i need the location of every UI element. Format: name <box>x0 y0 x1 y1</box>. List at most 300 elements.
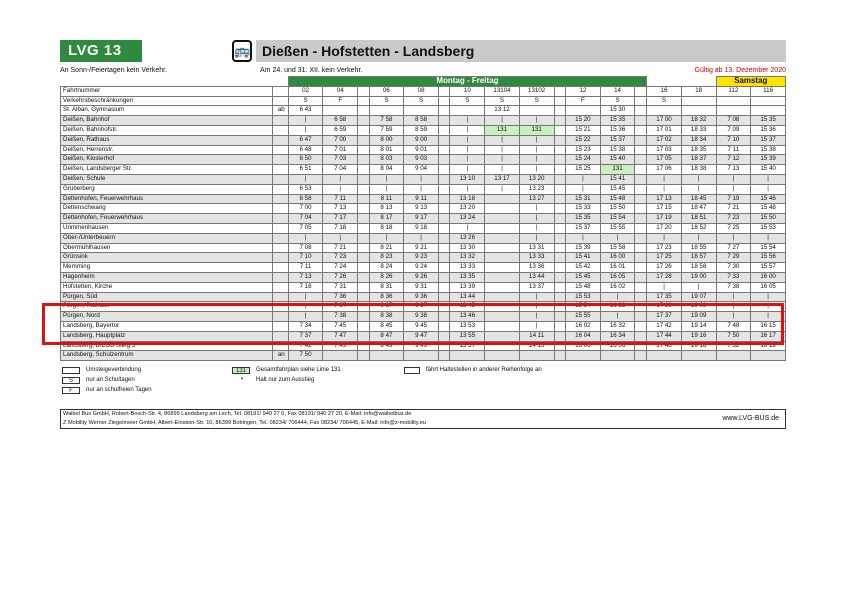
stop-mark <box>272 341 288 351</box>
stop-mark <box>272 165 288 175</box>
departure-time: 6 59 <box>323 125 358 135</box>
departure-time: 8 47 <box>369 331 404 341</box>
restriction <box>554 96 566 106</box>
departure-time: 15 53 <box>566 292 601 302</box>
departure-time: 16 04 <box>566 331 601 341</box>
departure-time: 7 38 <box>323 312 358 322</box>
stop-mark: an <box>272 351 288 361</box>
departure-time: 6 50 <box>288 155 323 165</box>
departure-time: 18 58 <box>681 263 716 273</box>
departure-time <box>554 282 566 292</box>
departure-time <box>358 292 370 302</box>
valid-from: Gültig ab 13. Dezember 2020 <box>694 67 786 74</box>
departure-time <box>554 243 566 253</box>
departure-time: 15 39 <box>751 155 786 165</box>
departure-time: 15 24 <box>566 155 601 165</box>
footer-website: www.LVG-BUS.de <box>722 415 779 423</box>
departure-time: 7 13 <box>716 165 751 175</box>
stop-name: Landsberg, Hauptplatz <box>61 331 273 341</box>
departure-time <box>485 272 520 282</box>
departure-time <box>554 321 566 331</box>
departure-time: 17 20 <box>647 223 682 233</box>
departure-time: | <box>566 233 601 243</box>
stop-name: Deißen, Schule <box>61 174 273 184</box>
departure-time: 13 45 <box>450 302 485 312</box>
departure-time <box>635 233 647 243</box>
departure-time: 7 24 <box>323 263 358 273</box>
departure-time: 13 32 <box>450 253 485 263</box>
mark-cell <box>272 86 288 96</box>
departure-time: 7 34 <box>288 321 323 331</box>
departure-time <box>438 116 450 126</box>
stop-row <box>61 223 786 233</box>
departure-time: | <box>519 204 554 214</box>
departure-time: 7 18 <box>323 223 358 233</box>
trip-number: 116 <box>751 86 786 96</box>
departure-time <box>438 321 450 331</box>
departure-time: 7 03 <box>323 155 358 165</box>
departure-time <box>358 135 370 145</box>
bus-icon: 🚌 <box>232 40 252 62</box>
departure-time: | <box>323 174 358 184</box>
departure-time: 15 35 <box>600 116 635 126</box>
departure-time: 14 11 <box>519 331 554 341</box>
stop-name: Memming <box>61 263 273 273</box>
departure-time: 16 06 <box>566 341 601 351</box>
legend-s-text: nur an Schultagen <box>86 377 135 384</box>
stop-row <box>61 331 786 341</box>
departure-time <box>519 106 554 116</box>
departure-time: 6 51 <box>288 165 323 175</box>
trip-number: 02 <box>288 86 323 96</box>
trip-number: 112 <box>716 86 751 96</box>
departure-time <box>358 272 370 282</box>
departure-time: 15 23 <box>566 145 601 155</box>
departure-time: 15 40 <box>751 165 786 175</box>
departure-time <box>485 263 520 273</box>
departure-time: 17 03 <box>647 145 682 155</box>
departure-time: 7 21 <box>323 243 358 253</box>
departure-time <box>554 214 566 224</box>
departure-time: | <box>450 125 485 135</box>
departure-time: | <box>450 223 485 233</box>
departure-time: | <box>519 145 554 155</box>
departure-time: | <box>647 282 682 292</box>
departure-time: 7 12 <box>716 155 751 165</box>
departure-time <box>404 351 439 361</box>
departure-time: 17 26 <box>647 263 682 273</box>
departure-time: | <box>751 233 786 243</box>
departure-time: 7 37 <box>323 302 358 312</box>
stop-mark <box>272 204 288 214</box>
departure-time: | <box>647 233 682 243</box>
stop-mark <box>272 214 288 224</box>
departure-time: 9 26 <box>404 272 439 282</box>
departure-time: 14 13 <box>519 341 554 351</box>
departure-time: | <box>450 184 485 194</box>
departure-time: 15 33 <box>566 204 601 214</box>
departure-time <box>635 341 647 351</box>
departure-time: 15 56 <box>751 253 786 263</box>
departure-time: 7 49 <box>323 341 358 351</box>
departure-time: 15 31 <box>566 194 601 204</box>
legend-ausstieg: Halt nur zum Ausstieg <box>256 377 315 384</box>
trip-number: 08 <box>404 86 439 96</box>
departure-time <box>566 351 601 361</box>
departure-time: | <box>681 174 716 184</box>
departure-time <box>358 341 370 351</box>
departure-time <box>438 155 450 165</box>
restriction-row <box>61 96 786 106</box>
departure-time <box>751 351 786 361</box>
restriction: S <box>288 96 323 106</box>
departure-time: 8 18 <box>369 223 404 233</box>
departure-time: 15 48 <box>566 282 601 292</box>
restriction: S <box>404 96 439 106</box>
stop-row <box>61 292 786 302</box>
stop-mark <box>272 331 288 341</box>
departure-time: | <box>450 116 485 126</box>
departure-time: 15 50 <box>600 204 635 214</box>
departure-time <box>647 106 682 116</box>
departure-time: 9 36 <box>404 292 439 302</box>
departure-time: 8 59 <box>404 125 439 135</box>
departure-time: 8 24 <box>369 263 404 273</box>
departure-time <box>485 292 520 302</box>
legend-f-box: F <box>62 387 80 394</box>
stop-row <box>61 312 786 322</box>
departure-time <box>369 351 404 361</box>
departure-time: 9 11 <box>404 194 439 204</box>
departure-time: 8 37 <box>369 302 404 312</box>
departure-time <box>438 331 450 341</box>
departure-time <box>438 174 450 184</box>
departure-time: | <box>288 302 323 312</box>
departure-time <box>485 204 520 214</box>
departure-time: 9 00 <box>404 135 439 145</box>
departure-time: | <box>647 174 682 184</box>
departure-time: 7 23 <box>323 253 358 263</box>
departure-time <box>485 312 520 322</box>
departure-time: | <box>716 233 751 243</box>
departure-time: 15 53 <box>751 223 786 233</box>
departure-time <box>485 194 520 204</box>
departure-time: 15 37 <box>751 135 786 145</box>
departure-time <box>635 223 647 233</box>
stop-name: Landsberg, B/ZOB Steig 3 <box>61 341 273 351</box>
departure-time: 16 22 <box>600 302 635 312</box>
departure-time <box>358 321 370 331</box>
departure-time <box>635 194 647 204</box>
departure-time: 15 37 <box>600 135 635 145</box>
departure-time <box>635 331 647 341</box>
departure-time: 15 36 <box>600 125 635 135</box>
departure-time <box>450 106 485 116</box>
departure-time <box>635 155 647 165</box>
departure-time: 7 08 <box>716 116 751 126</box>
stop-name: Dettenhofen, Feuerwehrhaus <box>61 194 273 204</box>
stop-row <box>61 165 786 175</box>
departure-time: 8 58 <box>404 116 439 126</box>
departure-time <box>554 135 566 145</box>
timetable <box>60 76 786 361</box>
stop-mark <box>272 184 288 194</box>
departure-time: 7 37 <box>288 331 323 341</box>
stop-mark <box>272 312 288 322</box>
departure-time: 17 37 <box>647 312 682 322</box>
departure-time: 9 01 <box>404 145 439 155</box>
departure-time: 15 41 <box>566 253 601 263</box>
stop-mark <box>272 263 288 273</box>
trip-number <box>358 86 370 96</box>
departure-time <box>485 233 520 243</box>
departure-time: 7 36 <box>323 292 358 302</box>
legend-s-box: S <box>62 377 80 384</box>
departure-time: 7 10 <box>716 135 751 145</box>
stop-mark <box>272 302 288 312</box>
departure-time <box>635 184 647 194</box>
stop-mark: ab <box>272 106 288 116</box>
arrow-icon: ◖ <box>240 376 244 383</box>
stop-name: Pürgen, Süd <box>61 292 273 302</box>
stop-name: St. Alban, Gymnasium <box>61 106 273 116</box>
departure-time: 18 33 <box>681 125 716 135</box>
departure-time <box>635 351 647 361</box>
departure-time: 15 48 <box>600 194 635 204</box>
departure-time: | <box>566 184 601 194</box>
departure-time: 13 26 <box>450 233 485 243</box>
departure-time: 13 44 <box>519 272 554 282</box>
departure-time: 6 58 <box>323 116 358 126</box>
departure-time: 7 59 <box>369 125 404 135</box>
departure-time: 7 13 <box>323 204 358 214</box>
departure-time: 15 50 <box>751 214 786 224</box>
departure-time <box>554 194 566 204</box>
stop-mark <box>272 282 288 292</box>
departure-time <box>554 233 566 243</box>
departure-time: | <box>519 165 554 175</box>
departure-time: 17 00 <box>647 116 682 126</box>
departure-time: 7 11 <box>323 194 358 204</box>
trip-number: 06 <box>369 86 404 96</box>
stop-name: Pürgen, Rathaus <box>61 302 273 312</box>
departure-time: 9 47 <box>404 331 439 341</box>
departure-time <box>358 174 370 184</box>
departure-time: 9 24 <box>404 263 439 273</box>
trip-number: 18 <box>681 86 716 96</box>
departure-time <box>358 165 370 175</box>
stop-row <box>61 145 786 155</box>
departure-time <box>554 341 566 351</box>
stop-mark <box>272 292 288 302</box>
departure-time: 17 01 <box>647 125 682 135</box>
departure-time: 13 57 <box>450 341 485 351</box>
departure-time: 8 01 <box>369 145 404 155</box>
departure-time: 9 17 <box>404 214 439 224</box>
departure-time: 15 54 <box>751 243 786 253</box>
departure-time: 17 05 <box>647 155 682 165</box>
departure-time <box>358 243 370 253</box>
departure-time: | <box>519 116 554 126</box>
departure-time: 16 05 <box>600 272 635 282</box>
stop-name: Deißen, Landsberger Str. <box>61 165 273 175</box>
departure-time: | <box>519 321 554 331</box>
departure-time <box>358 194 370 204</box>
restriction: S <box>450 96 485 106</box>
departure-time: | <box>288 312 323 322</box>
trip-number <box>438 86 450 96</box>
departure-time: 9 37 <box>404 302 439 312</box>
restriction: F <box>566 96 601 106</box>
departure-time: 8 49 <box>369 341 404 351</box>
departure-time <box>358 116 370 126</box>
departure-time: 8 13 <box>369 204 404 214</box>
restriction: S <box>485 96 520 106</box>
departure-time <box>358 253 370 263</box>
header <box>60 40 786 66</box>
departure-time <box>485 341 520 351</box>
departure-time: 7 04 <box>323 165 358 175</box>
departure-time <box>358 184 370 194</box>
departure-time: 7 11 <box>716 145 751 155</box>
departure-time <box>635 263 647 273</box>
departure-time <box>485 253 520 263</box>
notes-line <box>60 66 786 76</box>
departure-time <box>404 106 439 116</box>
departure-time: 15 20 <box>566 116 601 126</box>
stop-name: Landsberg, Schulzentrum <box>61 351 273 361</box>
departure-time <box>358 125 370 135</box>
departure-time <box>438 243 450 253</box>
departure-time: 17 15 <box>647 204 682 214</box>
departure-time: 15 36 <box>751 125 786 135</box>
departure-time: 15 38 <box>600 145 635 155</box>
trip-number: 12 <box>566 86 601 96</box>
departure-time: 7 23 <box>716 214 751 224</box>
restriction <box>751 96 786 106</box>
departure-time: 9 49 <box>404 341 439 351</box>
departure-time: 13 53 <box>450 321 485 331</box>
departure-time <box>438 282 450 292</box>
departure-time: 7 50 <box>716 331 751 341</box>
departure-time <box>635 204 647 214</box>
stop-name: Deißen, Rathaus <box>61 135 273 145</box>
departure-time: | <box>485 155 520 165</box>
departure-time: | <box>519 155 554 165</box>
departure-time <box>438 253 450 263</box>
departure-time: 17 44 <box>647 331 682 341</box>
departure-time: 15 37 <box>566 223 601 233</box>
departure-time: 7 04 <box>288 214 323 224</box>
departure-time: 15 42 <box>566 263 601 273</box>
departure-time: 16 00 <box>751 272 786 282</box>
departure-time: 7 18 <box>288 282 323 292</box>
departure-time: 7 01 <box>323 145 358 155</box>
departure-time: 13 39 <box>450 282 485 292</box>
departure-time: 19 08 <box>681 302 716 312</box>
departure-time: 13 10 <box>450 174 485 184</box>
departure-time: | <box>647 184 682 194</box>
departure-time: 19 18 <box>681 341 716 351</box>
departure-time: | <box>751 312 786 322</box>
stop-row <box>61 341 786 351</box>
stop-row <box>61 204 786 214</box>
stop-row <box>61 184 786 194</box>
departure-time: 13 17 <box>485 174 520 184</box>
departure-time <box>635 145 647 155</box>
departure-time: 18 52 <box>681 223 716 233</box>
departure-time: 18 47 <box>681 204 716 214</box>
departure-time <box>635 272 647 282</box>
departure-time <box>635 106 647 116</box>
departure-time: 19 16 <box>681 331 716 341</box>
departure-time: 7 47 <box>323 331 358 341</box>
departure-time: 9 04 <box>404 165 439 175</box>
departure-time: 7 10 <box>288 253 323 263</box>
departure-time: 8 04 <box>369 165 404 175</box>
departure-time: 17 46 <box>647 341 682 351</box>
departure-time: 17 19 <box>647 214 682 224</box>
stop-mark <box>272 125 288 135</box>
footer-company-2: Z Mobility Werner Ziegelmeier GmbH, Albert-Einstein-Str. 10, 86399 Bobingen, Tel. 08234/ 706444, Fax 08234/ 706445, E-Mail: info@z-mobility.eu <box>63 420 426 427</box>
departure-time: | <box>288 233 323 243</box>
departure-time: | <box>485 145 520 155</box>
stop-name: Pürgen, Nord <box>61 312 273 322</box>
departure-time <box>635 116 647 126</box>
mark-cell <box>272 96 288 106</box>
departure-time: 15 54 <box>600 214 635 224</box>
departure-time <box>369 106 404 116</box>
departure-time: 16 19 <box>751 341 786 351</box>
departure-time: | <box>519 135 554 145</box>
stop-name: Unmmenhausen <box>61 223 273 233</box>
trip-number <box>554 86 566 96</box>
stop-row <box>61 253 786 263</box>
trip-number: 16 <box>647 86 682 96</box>
departure-time <box>358 331 370 341</box>
departure-time: 7 00 <box>323 135 358 145</box>
departure-time: | <box>751 184 786 194</box>
timetable-sheet <box>60 40 786 429</box>
departure-time: | <box>519 292 554 302</box>
departure-time: 18 57 <box>681 253 716 263</box>
note-sundays: An Sonn-/Feiertagen kein Verkehr. <box>60 67 168 74</box>
departure-time <box>635 321 647 331</box>
departure-time <box>358 351 370 361</box>
stop-row <box>61 263 786 273</box>
restriction-label: Verkehrsbeschränkungen <box>61 96 273 106</box>
departure-time <box>438 351 450 361</box>
stop-name: Obermühlhausen <box>61 243 273 253</box>
departure-time <box>358 214 370 224</box>
saturday-header: Samstag <box>716 77 786 87</box>
departure-time: 6 47 <box>288 135 323 145</box>
restriction: S <box>600 96 635 106</box>
stop-row <box>61 282 786 292</box>
stop-name: Deißen, Klosterhof <box>61 155 273 165</box>
stop-name: Deißen, Bahnhofstr. <box>61 125 273 135</box>
departure-time: | <box>716 292 751 302</box>
departure-time: 15 41 <box>600 174 635 184</box>
departure-time: 17 25 <box>647 253 682 263</box>
departure-time: 13 36 <box>519 263 554 273</box>
stop-row <box>61 116 786 126</box>
departure-time <box>600 351 635 361</box>
stop-row <box>61 135 786 145</box>
legend-transfer: Umsteigeverbindung <box>86 367 142 374</box>
departure-time: | <box>288 292 323 302</box>
departure-time <box>554 116 566 126</box>
